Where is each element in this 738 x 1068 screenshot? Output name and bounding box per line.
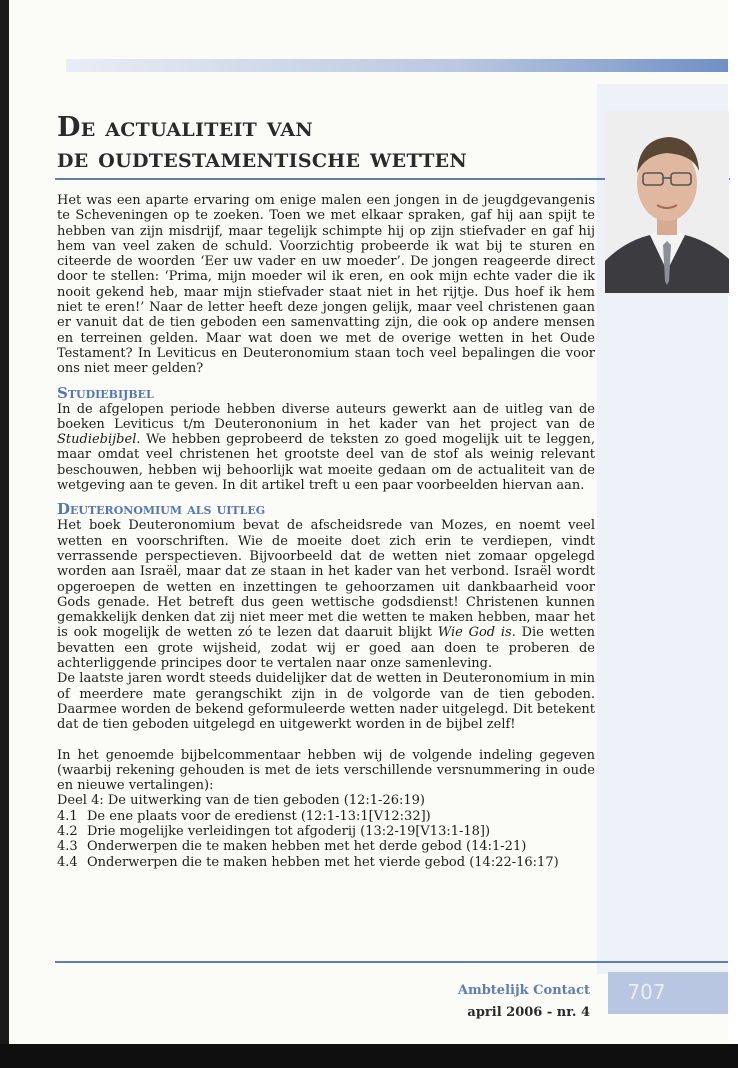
list-item: [57, 855, 595, 870]
page-number: 707: [627, 980, 666, 1004]
list-item-text: Onderwerpen die te maken hebben met het vierde gebod (14:22-16:17): [87, 854, 559, 870]
list-item-number: 4.4: [57, 854, 78, 870]
footer-rule: [55, 961, 728, 963]
paragraph-gap: [57, 733, 595, 748]
section-heading-studiebijbel: Studiebijbel: [57, 383, 154, 402]
text-segment: . We hebben geprobeerd de teksten zo goed mogelijk uit te leggen, maar omdat veel christenen het grootste deel van de stof als weinig relevant beschouwen, hebben wij behoorlijk wat moeite gedaan om de actualiteit van de wetgeving aan te geven. In dit artikel treft u een paar voorbeelden hiervan aan.: [57, 432, 595, 494]
issue-info: april 2006 - nr. 4: [467, 1005, 590, 1020]
list-item-number: 4.1: [57, 808, 78, 824]
deuteronomium-paragraph-3: In het genoemde bijbelcommentaar hebben wij de volgende indeling gegeven (waarbij rekening gehouden is met de iets verschillende versnummering in oude en nieuwe vertalingen):: [57, 747, 595, 794]
magazine-name: Ambtelijk Contact: [457, 983, 590, 998]
studiebijbel-paragraph: [57, 402, 595, 494]
list-heading: Deel 4: De uitwerking van de tien geboden (12:1-26:19): [57, 793, 425, 809]
intro-paragraph: Het was een aparte ervaring om enige malen een jongen in de jeugdgevangenis te Scheveningen op te zoeken. Toen we met elkaar spraken, gaf hij aan spijt te hebben van zijn misdrijf, maar tegelijk schimpte hij op zijn stiefvader en gaf hij hem van veel zaken de schuld. Voorzichtig probeerde ik wat bij te sturen en citeerde de woorden ‘Eer uw vader en uw moeder’. De jongen reageerde direct door te stellen: ‘Prima, mijn moeder wil ik eren, en ook mijn echte vader die ik nooit gekend heb, maar mijn stiefvader staat niet in het rijtje. Dus hoef ik hem niet te eren!’ Naar de letter heeft deze jongen gelijk, maar veel christenen gaan er vanuit dat de tien geboden een samenvatting zijn, die ook op andere mensen en terreinen gelden. Maar wat doen we met de overige wetten in het Oude Testament? In Leviticus en Deuteronomium staan toch veel bepalingen die voor ons niet meer gelden?: [57, 193, 595, 377]
text-segment: . Die wetten bevatten een grote wijsheid, zodat wij er goed aan doen te proberen de achterliggende principes door te vertalen naar onze samenleving.: [57, 625, 595, 672]
scan-edge: [0, 1044, 738, 1068]
footer: [380, 980, 590, 1024]
italic-term: Wie God is: [437, 625, 512, 641]
binding-edge: [0, 0, 9, 1068]
author-photo: [605, 111, 729, 293]
title-line-1: De actualiteit van: [57, 112, 314, 143]
deuteronomium-paragraph-1: [57, 518, 595, 671]
list-item: [57, 824, 595, 839]
title-line-2: de oudtestamentische wetten: [57, 143, 468, 174]
header-band: [66, 59, 728, 72]
list-item-number: 4.2: [57, 823, 78, 839]
article-title: [57, 112, 467, 174]
chapter-list: [57, 809, 595, 870]
list-item-text: Drie mogelijke verleidingen tot afgoderij (13:2-19[V13:1-18]): [87, 823, 491, 839]
section-heading-deuteronomium: Deuteronomium als uitleg: [57, 500, 266, 519]
text-segment: Het boek Deuteronomium bevat de afscheidsrede van Mozes, en noemt veel wetten en voorschriften. Wie de moeite doet zich erin te verdiepen, vindt verrassende perspectieven. Bijvoorbeeld dat de wetten niet zomaar opgelegd worden aan Israël, maar dat ze staan in het kader van het verbond. Israël wordt opgeroepen de wetten en inzettingen te gehoorzamen uit dankbaarheid voor Gods genade. Het betreft dus geen wettische godsdienst! Christenen kunnen gemakkelijk denken dat zij niet meer met die wetten te maken hebben, maar het is ook mogelijk de wetten zó te lezen dat daaruit blijkt: [57, 518, 595, 641]
text-segment: In de afgelopen periode hebben diverse auteurs gewerkt aan de uitleg van de boeken Leviticus t/m Deuterononium in het kader van het project van de: [57, 401, 595, 432]
list-item-text: De ene plaats voor de eredienst (12:1-13:1[V12:32]): [87, 808, 431, 824]
deuteronomium-paragraph-2: De laatste jaren wordt steeds duidelijker dat de wetten in Deuteronomium in min of meerdere mate gerangschikt zijn in de volgorde van de tien geboden. Daarmee worden de bekend geformuleerde wetten nader uitgelegd. Dit betekent dat de tien geboden uitgelegd en uitgewerkt worden in de bijbel zelf!: [57, 671, 595, 733]
list-item: [57, 809, 595, 824]
list-item: [57, 839, 595, 854]
italic-term: Studiebijbel: [57, 432, 137, 448]
list-item-text: Onderwerpen die te maken hebben met het derde gebod (14:1-21): [87, 839, 527, 855]
article-body: [57, 193, 595, 870]
list-item-number: 4.3: [57, 839, 78, 855]
